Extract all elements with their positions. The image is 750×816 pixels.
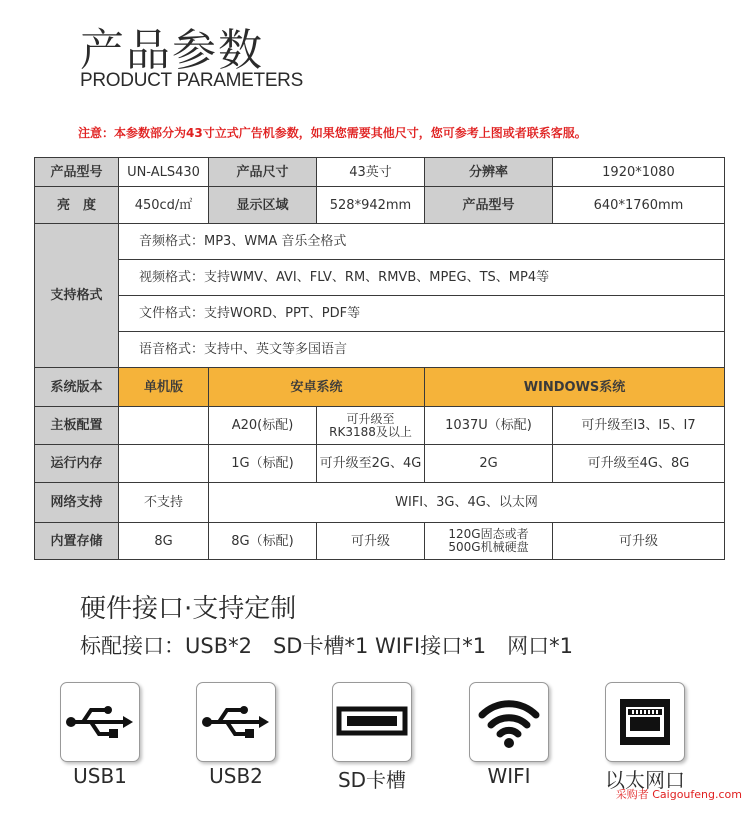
port-label: WIFI [487,764,531,788]
cell: 可升级至I3、I5、I7 [553,407,725,445]
cell: 内置存储 [35,523,119,560]
port-ethernet [605,682,685,792]
cell: 不支持 [119,483,209,523]
sd-slot-icon [332,682,412,762]
cell: 1037U（标配) [425,407,553,445]
port-sd [332,682,412,792]
formats-label: 支持格式 [35,224,119,368]
cell-line: RK3188及以上 [329,424,412,439]
cell: 可升级 [317,523,425,560]
cell: 单机版 [119,368,209,407]
cell: 显示区域 [209,187,317,224]
cell: 分辨率 [425,158,553,187]
spec-table [34,157,725,560]
wifi-icon [469,682,549,762]
port-label: USB1 [73,764,127,788]
table-row [35,187,725,224]
port-wifi [469,682,549,788]
table-row [35,368,725,407]
cell: 安卓系统 [209,368,425,407]
page-title: 产品参数 [80,25,264,76]
table-row [35,483,725,523]
table-row [35,332,725,368]
cell [317,407,425,445]
port-usb1 [60,682,140,788]
cell-line: 可升级至 [346,411,395,426]
port-label: SD卡槽 [337,768,407,792]
format-item: 文件格式：支持WORD、PPT、PDF等 [119,296,725,332]
table-row [35,158,725,187]
cell: WIFI、3G、4G、以太网 [209,483,725,523]
usb-icon [60,682,140,762]
cell: 8G（标配) [209,523,317,560]
cell: 产品尺寸 [209,158,317,187]
notice-text: 注意：本参数部分为43寸立式广告机参数，如果您需要其他尺寸，您可参考上图或者联系客服。 [78,126,587,140]
cell: WINDOWS系统 [425,368,725,407]
cell: 528*942mm [317,187,425,224]
cell: 产品型号 [35,158,119,187]
table-row [35,445,725,483]
table-row [35,523,725,560]
cell: 主板配置 [35,407,119,445]
cell: 43英寸 [317,158,425,187]
format-item: 语音格式：支持中、英文等多国语言 [119,332,725,368]
cell: UN-ALS430 [119,158,209,187]
cell-line: 120G固态或者 [448,527,529,541]
cell: 1920*1080 [553,158,725,187]
port-usb2 [196,682,276,788]
port-label: USB2 [209,764,263,788]
ethernet-icon [605,682,685,762]
cell-line: 500G机械硬盘 [448,540,529,554]
page-subtitle: PRODUCT PARAMETERS [80,70,303,91]
cell: 450cd/㎡ [119,187,209,224]
cell: 产品型号 [425,187,553,224]
interfaces-title: 硬件接口·支持定制 [80,594,297,624]
table-row [35,260,725,296]
table-row [35,296,725,332]
format-item: 视频格式：支持WMV、AVI、FLV、RM、RMVB、MPEG、TS、MP4等 [119,260,725,296]
table-row [35,224,725,260]
cell: 640*1760mm [553,187,725,224]
cell: A20(标配) [209,407,317,445]
port-label: 以太网口 [605,768,685,792]
cell: 亮 度 [35,187,119,224]
usb-icon [196,682,276,762]
cell [119,445,209,483]
cell [119,407,209,445]
cell: 系统版本 [35,368,119,407]
cell: 网络支持 [35,483,119,523]
cell: 8G [119,523,209,560]
table-row [35,407,725,445]
cell: 运行内存 [35,445,119,483]
cell: 1G（标配) [209,445,317,483]
cell: 2G [425,445,553,483]
cell: 可升级至4G、8G [553,445,725,483]
cell [425,523,553,560]
interfaces-subtitle: 标配接口：USB*2 SD卡槽*1 WIFI接口*1 网口*1 [80,634,573,658]
cell: 可升级至2G、4G [317,445,425,483]
cell: 可升级 [553,523,725,560]
watermark: 采购者 Caigoufeng.com [615,788,742,801]
format-item: 音频格式：MP3、WMA 音乐全格式 [119,224,725,260]
